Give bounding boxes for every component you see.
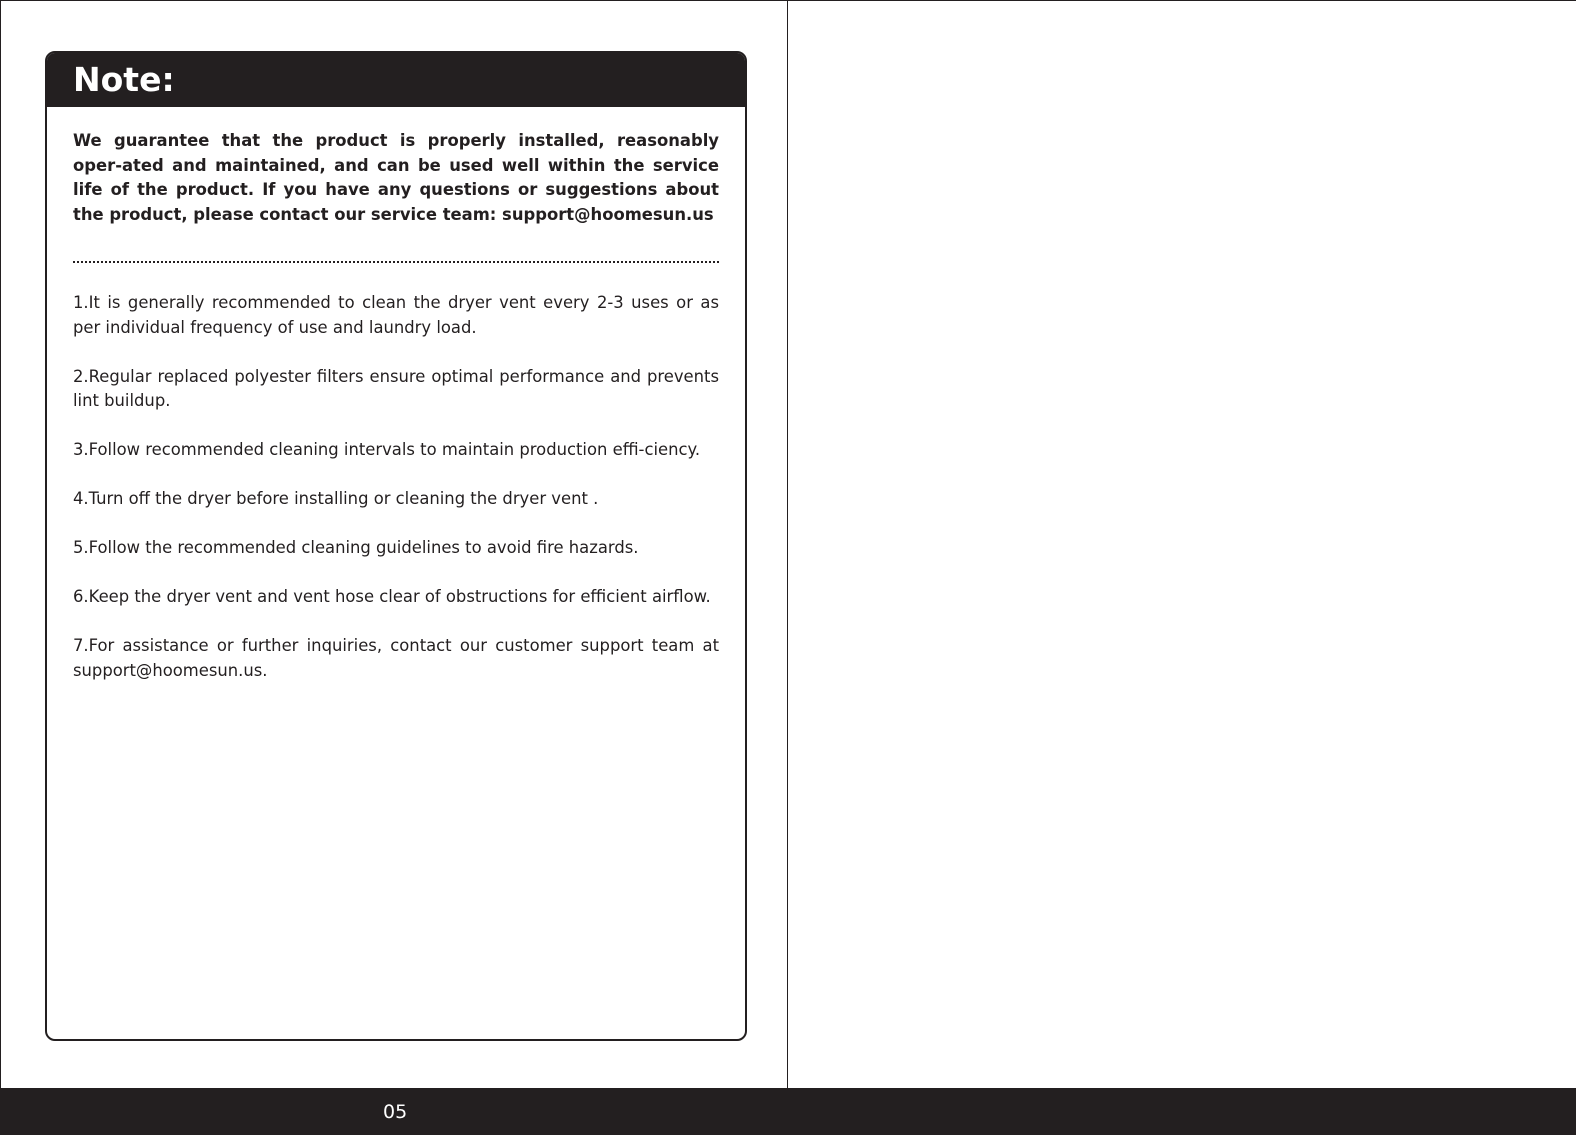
- page-number: 05: [383, 1101, 408, 1123]
- left-page: [0, 0, 788, 1088]
- note-body: [47, 107, 745, 683]
- right-page-blank: [788, 0, 1576, 1088]
- tip-item-3: 3.Follow recommended cleaning intervals to maintain production effi-ciency.: [73, 440, 701, 459]
- tip-item-1: 1.It is generally recommended to clean the dryer vent every 2-3 uses or as per individual frequency of use and laundry load.: [73, 293, 719, 337]
- dotted-divider: [73, 261, 719, 263]
- tip-item-2: 2.Regular replaced polyester filters ensure optimal performance and prevents lint buildup.: [73, 366, 719, 410]
- footer-bar: [0, 1088, 1576, 1135]
- tip-item-5: 5.Follow the recommended cleaning guidelines to avoid fire hazards.: [73, 538, 639, 557]
- note-title: Note:: [73, 60, 175, 99]
- tip-item-4: 4.Turn off the dryer before installing or cleaning the dryer vent .: [73, 489, 599, 508]
- note-header: [47, 53, 745, 107]
- tips-list: [73, 291, 719, 683]
- guarantee-text: We guarantee that the product is properly installed, reasonably oper-ated and maintained, and can be used well within the service life of the product. If you have any questions or suggestions about the product, please contact our service team: support@hoomesun.us: [73, 131, 719, 224]
- tip-item-6: 6.Keep the dryer vent and vent hose clear of obstructions for efficient airflow.: [73, 587, 711, 606]
- tip-item-7: 7.For assistance or further inquiries, contact our customer support team at support@hoomesun.us.: [73, 636, 719, 680]
- note-box: [45, 51, 747, 1041]
